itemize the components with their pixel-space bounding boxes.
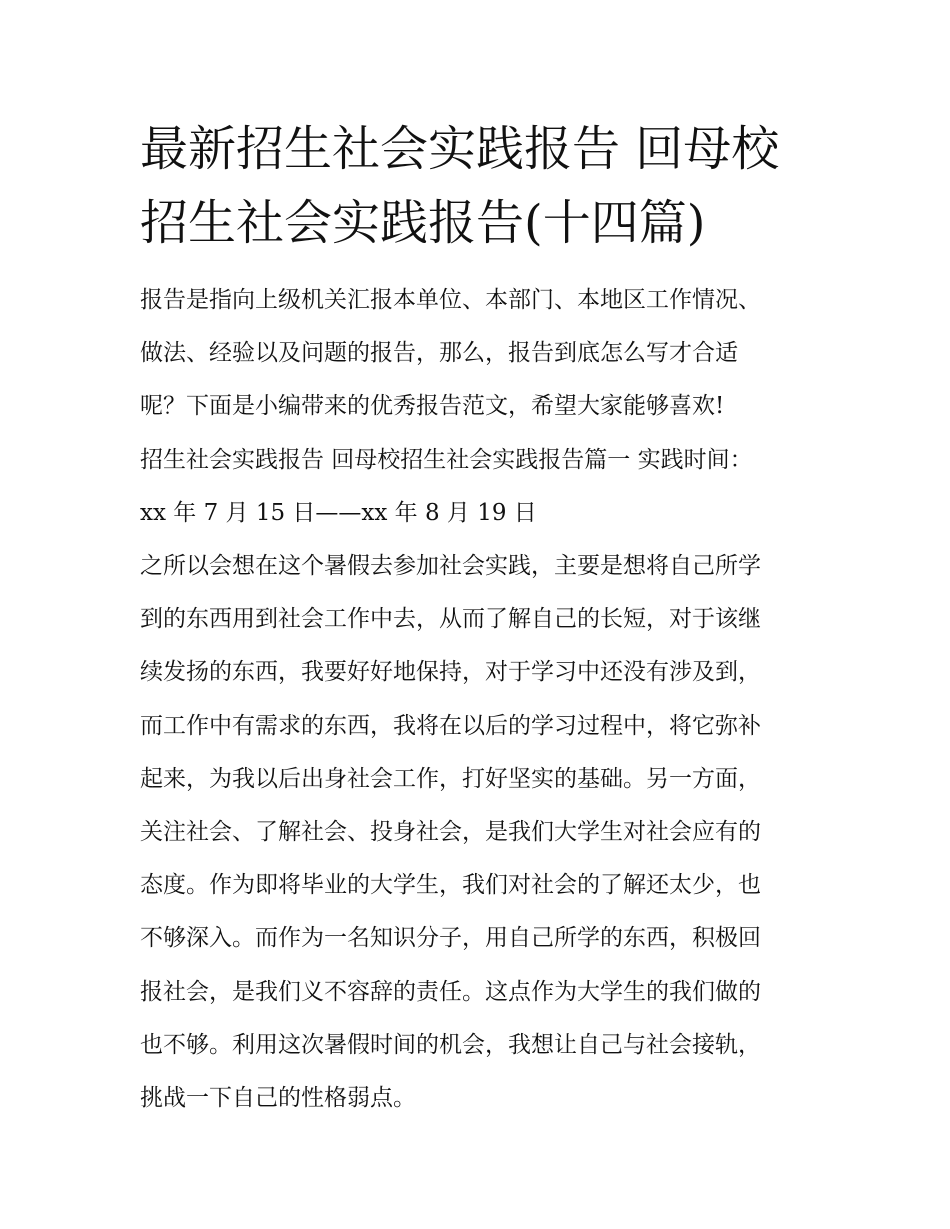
body-line: 关注社会、了解社会、投身社会，是我们大学生对社会应有的 — [140, 819, 761, 846]
body-line: 报告是指向上级机关汇报本单位、本部门、本地区工作情况、 — [140, 287, 761, 313]
body-line: 报社会，是我们义不容辞的责任。这点作为大学生的我们做的 — [140, 978, 761, 1005]
title-line: 最新招生社会实践报告 回母校 — [140, 121, 780, 177]
body-line: 起来，为我以后出身社会工作，打好坚实的基础。另一方面， — [140, 765, 761, 792]
body-line: 呢？下面是小编带来的优秀报告范文，希望大家能够喜欢! — [140, 393, 725, 420]
body-line: 续发扬的东西，我要好好地保持，对于学习中还没有涉及到， — [140, 659, 761, 686]
body-line: 招生社会实践报告 回母校招生社会实践报告篇一 实践时间： — [140, 446, 753, 473]
document-body — [140, 274, 830, 1125]
body-line: 态度。作为即将毕业的大学生，我们对社会的了解还太少，也 — [140, 872, 761, 899]
body-line: 而工作中有需求的东西，我将在以后的学习过程中，将它弥补 — [140, 712, 761, 739]
body-line: 不够深入。而作为一名知识分子，用自己所学的东西，积极回 — [140, 925, 761, 952]
body-line: xx 年 7 月 15 日——xx 年 8 月 19 日 — [140, 499, 537, 526]
body-line: 也不够。利用这次暑假时间的机会，我想让自己与社会接轨， — [140, 1031, 761, 1058]
body-line: 挑战一下自己的性格弱点。 — [140, 1085, 416, 1112]
body-line: 到的东西用到社会工作中去，从而了解自己的长短，对于该继 — [140, 606, 761, 633]
document-title — [140, 112, 830, 260]
body-line: 之所以会想在这个暑假去参加社会实践，主要是想将自己所学 — [140, 553, 761, 580]
body-line: 做法、经验以及问题的报告，那么，报告到底怎么写才合适 — [140, 340, 738, 367]
title-line: 招生社会实践报告(十四篇) — [140, 195, 706, 251]
